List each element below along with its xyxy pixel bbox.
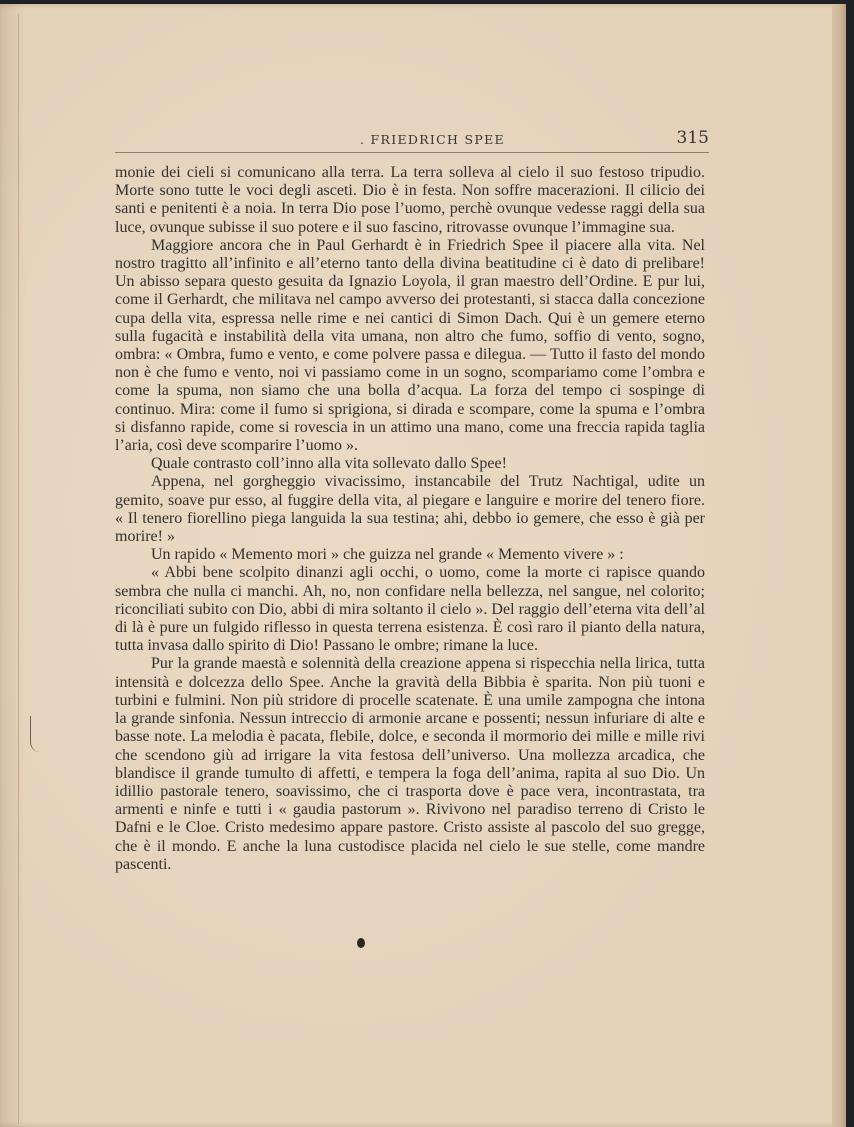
- page-number: 315: [676, 128, 709, 148]
- paragraph: « Abbi bene scolpito dinanzi agli occhi, o uomo, come la morte ci rapisce quando sembra che nulla ci manchi. Ah, no, non confidare nella bellezza, nel sangue, nel colorito; riconciliati subito con Dio, abbi di mira soltanto il cielo ». Del raggio dell’eterna vita dell’al di là è pure un fulgido riflesso in questa terrena esistenza. È così raro il pianto della natura, tutta invasa dallo spirito di Dio! Passano le ombre; rimane la luce.: [115, 564, 705, 655]
- paragraph: Maggiore ancora che in Paul Gerhardt è in Friedrich Spee il piacere alla vita. Nel nostro tragitto all’infinito e all’eterno tanto della divina beatitudine ci è dato di prelibare! Un abisso separa questo gesuita da Ignazio Loyola, il gran maestro dell’Ordine. E pur lui, come il Gerhardt, che militava nel campo avverso dei protestanti, si stacca dalla concezione cupa della vita, espressa nelle rime e nei cantici di Simon Dach. Qui è un gemere eterno sulla fugacità e instabilità della vita umana, non altro che fumo, soffio di vento, sogno, ombra: « Ombra, fumo e vento, e come polvere passa e dilegua. — Tutto il fasto del mondo non è che fumo e vento, noi vi passiamo come in un sogno, scompariamo come l’ombra e come la spuma, non siamo che una bolla d’acqua. La forza del tempo ci sospinge di continuo. Mira: come il fumo si sprigiona, si dirada e scompare, come la spuma e l’ombra si disfanno rapide, come si rovescia in un attimo una mano, come una freccia rapida taglia l’aria, così deve scomparire l’uomo ».: [115, 236, 705, 455]
- ink-blot: [357, 938, 365, 948]
- book-page: [0, 4, 846, 1127]
- margin-pencil-mark: [30, 716, 41, 752]
- paragraph: monie dei cieli si comunicano alla terra. La terra solleva al cielo il suo festoso tripudio. Morte sono tutte le voci degli asceti. Dio è in festa. Non soffre macerazioni. Il cilicio dei santi e penitenti è a noia. In terra Dio pose l’uomo, perchè ovunque vedesse raggi della sua luce, ovunque subisse il suo potere e il suo fascino, ritrovasse ovunque l’immagine sua.: [115, 164, 705, 236]
- page-right-edge: [832, 4, 846, 1127]
- paragraph: Un rapido « Memento mori » che guizza nel grande « Memento vivere » :: [151, 546, 624, 564]
- paragraph: Appena, nel gorgheggio vivacissimo, instancabile del Trutz Nachtigal, udite un gemito, soave pur esso, al fuggire della vita, al piegare e languire e morire del tenero fiore. « Il tenero fiorellino piega languida la sua testina; ahi, debbo io gemere, che esso è già per morire! »: [115, 473, 705, 546]
- page-header: [115, 130, 709, 153]
- body-text: [115, 164, 705, 874]
- paragraph: Quale contrasto coll’inno alla vita sollevato dallo Spee!: [151, 455, 507, 473]
- paragraph: Pur la grande maestà e solennità della creazione appena si rispecchia nella lirica, tutta intensità e dolcezza dello Spee. Anche la gravità della Bibbia è sparita. Non più tuoni e turbini e fulmini. Non più stridore di procelle scatenate. È una umile zampogna che intona la grande sinfonia. Nessun intreccio di armonie arcane e possenti; nessun infuriare di alte e basse note. La melodia è pacata, flebile, dolce, e seconda il mormorio dei mille e mille rivi che scendono giù ad irrigare la vita festosa dell’universo. Una mollezza arcadica, che blandisce il grande tumulto di affetti, e tempera la foga dell’anima, rapita al suo Dio. Un idillio pastorale tenero, soavissimo, che ci trasporta dove è pace vera, incontrastata, tra armenti e ninfe e tutti i « gaudia pastorum ». Rivivono nel paradiso terreno di Cristo le Dafni e le Cloe. Cristo medesimo appare pastore. Cristo assiste al pascolo del suo gregge, che è il mondo. E anche la luna custodisce placida nel cielo le sue stelle, come mandre pascenti.: [115, 655, 705, 873]
- running-title: . FRIEDRICH SPEE: [360, 132, 505, 147]
- page-spine-shadow: [18, 14, 19, 1124]
